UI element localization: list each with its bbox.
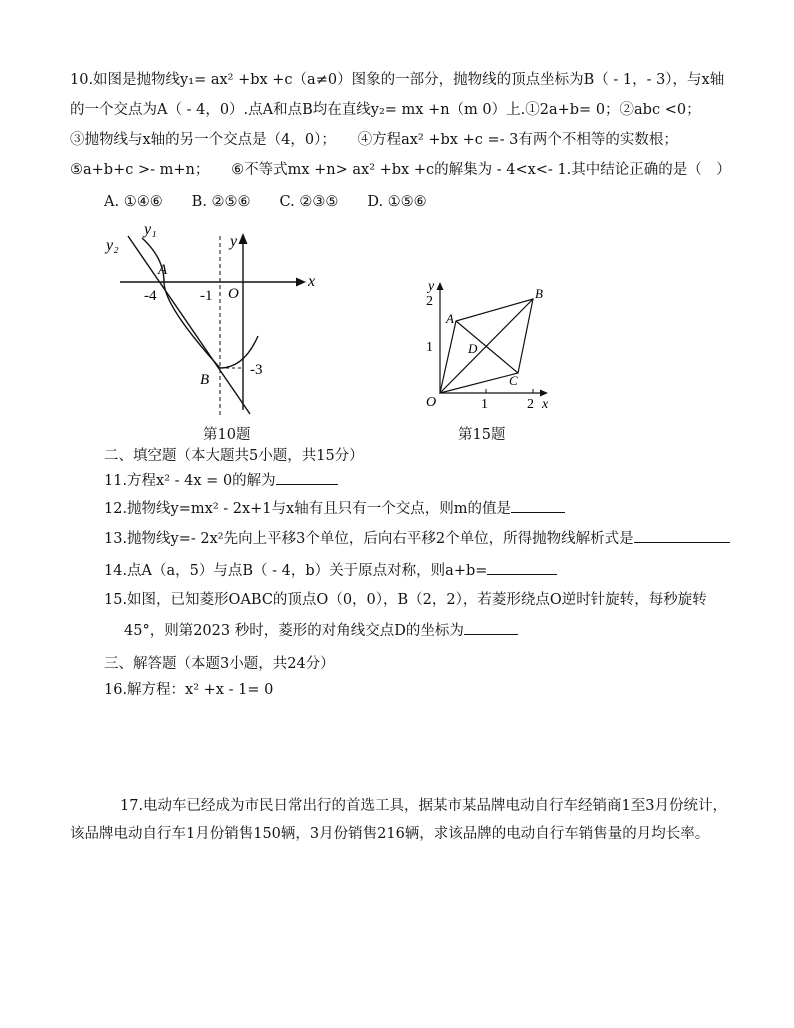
section-3-heading: 三、解答题（本题3小题，共24分）: [104, 656, 335, 672]
q13: [104, 528, 754, 549]
q15-line-2: [124, 620, 754, 641]
q14: [104, 560, 754, 581]
label-A: A: [446, 311, 454, 326]
tick-y1: 1: [426, 340, 433, 355]
label-D: D: [468, 341, 478, 356]
line-y2: [128, 236, 250, 414]
q12-text: 12.抛物线y=mx² - 2x+1与x轴有且只有一个交点，则m的值是: [104, 501, 511, 517]
q15-text: 45°，则第2023 秒时，菱形的对角线交点D的坐标为: [124, 623, 464, 639]
q17-line-2: 该品牌电动自行车1月份销售150辆，3月份销售216辆，求该品牌的电动自行车销售量的月均长率。: [70, 826, 710, 842]
q10-line-4: ⑤a+b+c >- m+n； ⑥不等式mx +n> ax² +bx +c的解集为 - 4<x<- 1.其中结论正确的是（ ）: [70, 162, 731, 178]
tick-neg4: -4: [144, 288, 157, 304]
tick-neg1: -1: [200, 288, 213, 304]
label-C: C: [509, 373, 518, 388]
label-B: B: [200, 372, 210, 388]
y-axis-arrow: [239, 233, 248, 244]
y-axis-arrow: [437, 282, 444, 290]
x-axis-arrow: [540, 390, 548, 397]
tick-x1: 1: [481, 397, 488, 412]
label-y: y: [428, 279, 435, 294]
label-O: O: [426, 395, 437, 410]
q13-answer-blank[interactable]: [634, 528, 730, 543]
q11: [104, 470, 754, 491]
section-2-heading: 二、填空题（本大题共5小题，共15分）: [104, 448, 364, 464]
tick-x2: 2: [527, 397, 534, 412]
q12: [104, 498, 754, 519]
figure-10-caption: 第10题: [203, 427, 251, 443]
figure-15-caption: 第15题: [458, 427, 506, 443]
diagonal-AC: [456, 321, 518, 373]
q17-line-1: 17.电动车已经成为市民日常出行的首选工具，据某市某品牌电动自行车经销商1至3月份统计，: [120, 798, 728, 814]
q13-text: 13.抛物线y=- 2x²先向上平移3个单位，后向右平移2个单位，所得抛物线解析式是: [104, 531, 634, 547]
label-x: x: [542, 397, 549, 412]
label-y1: y₁: [144, 221, 157, 238]
label-B: B: [535, 286, 543, 301]
q15-answer-blank[interactable]: [464, 620, 518, 635]
q10-line-1: 10.如图是抛物线y₁= ax² +bx +c（a≠0）图象的一部分，抛物线的顶点坐标为B（ - 1，- 3），与x轴: [70, 72, 725, 88]
q10-line-2: 的一个交点为A（ - 4，0）.点A和点B均在直线y₂= mx +n（m 0）上.①2a+b= 0；②abc <0；: [70, 102, 701, 118]
tick-y2: 2: [426, 294, 433, 309]
q16: 16.解方程：x² +x - 1= 0: [104, 682, 274, 698]
q15-line-1: 15.如图，已知菱形OABC的顶点O（0，0），B（2，2），若菱形绕点O逆时针旋转，每秒旋转: [104, 592, 707, 608]
figure-15: [408, 276, 558, 416]
label-O: O: [228, 286, 239, 302]
q10-options: A. ①④⑥ B. ②⑤⑥ C. ②③⑤ D. ①⑤⑥: [104, 194, 427, 210]
q14-answer-blank[interactable]: [487, 560, 557, 575]
q14-text: 14.点A（a，5）与点B（ - 4，b）关于原点对称，则a+b=: [104, 563, 488, 579]
tick-neg3: -3: [250, 362, 263, 378]
x-axis-arrow: [296, 278, 306, 287]
q11-text: 11.方程x² - 4x = 0的解为: [104, 473, 276, 489]
label-A: A: [158, 262, 168, 278]
label-y: y: [230, 233, 238, 250]
q10-line-3: ③抛物线与x轴的另一个交点是（4，0）； ④方程ax² +bx +c =- 3有两个不相等的实数根；: [70, 132, 678, 148]
figure-10: [100, 218, 330, 423]
q11-answer-blank[interactable]: [276, 470, 338, 485]
label-x: x: [308, 273, 316, 290]
q12-answer-blank[interactable]: [511, 498, 565, 513]
label-y2: y₂: [106, 237, 119, 254]
